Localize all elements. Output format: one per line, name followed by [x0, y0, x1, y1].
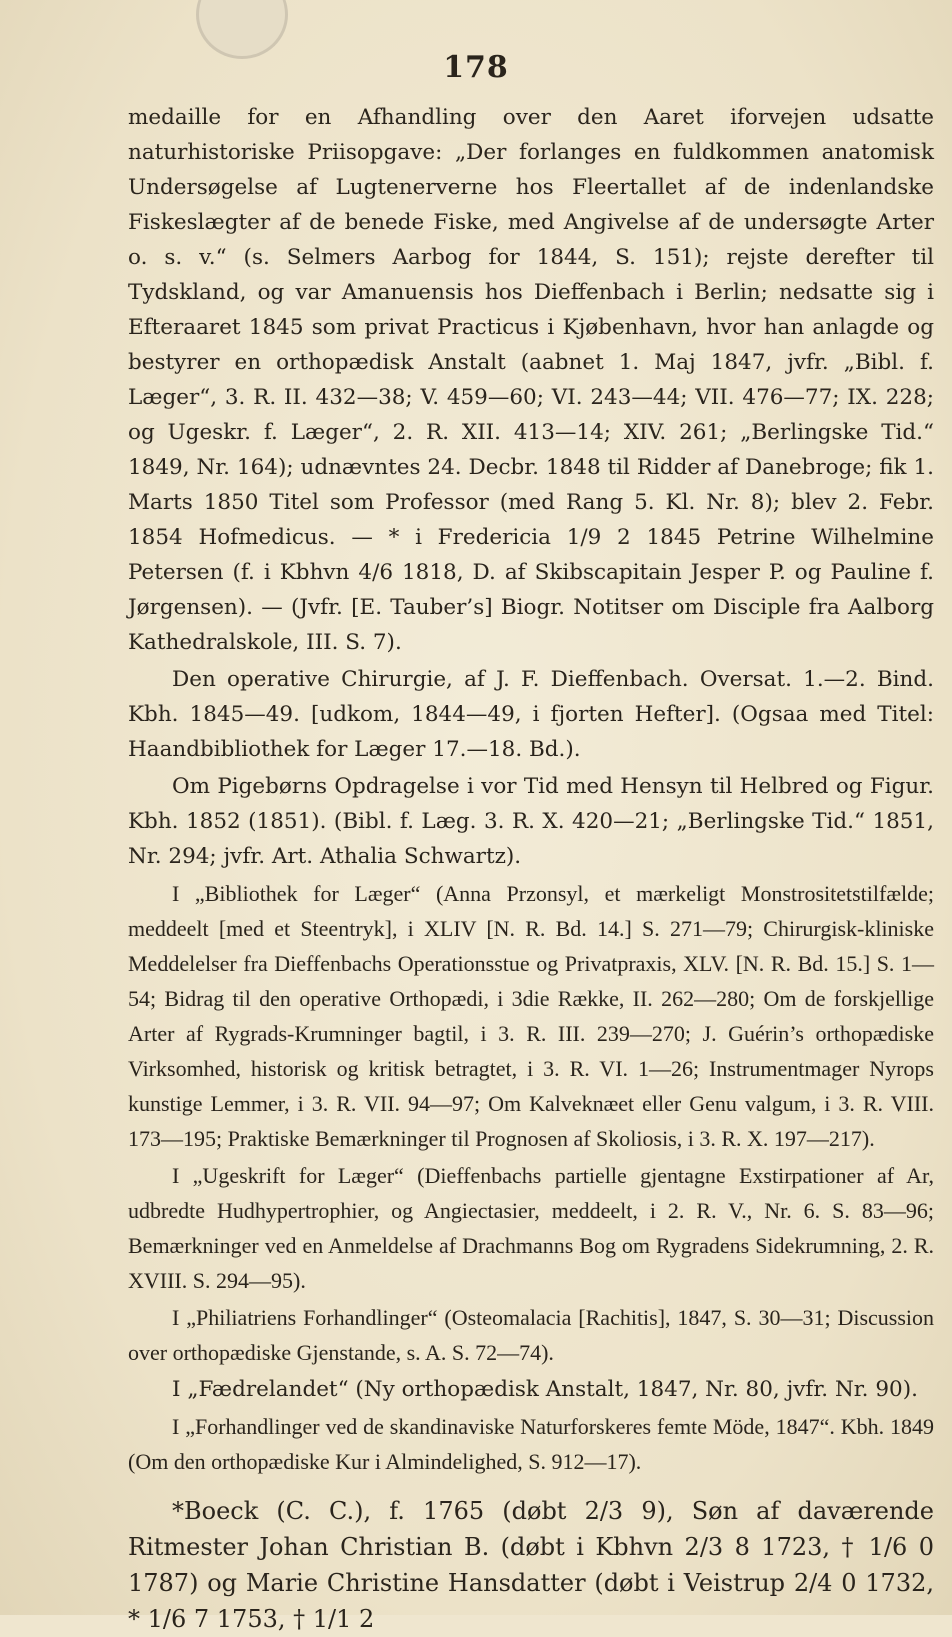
paragraph-work-dieffenbach: Den operative Chirurgie, af J. F. Dieffenbach. Oversat. 1.—2. Bind. Kbh. 1845—49. [udkom, 1844—49, i fjorten Hefter]. (Ogsaa med Titel: Haandbibliothek for Læger 17.—18. Bd.). [128, 667, 934, 762]
paragraph-faedrelandet: I „Fædrelandet“ (Ny orthopædisk Anstalt, 1847, Nr. 80, jvfr. Nr. 90). [172, 1377, 918, 1402]
paragraph-work-pigeborns: Om Pigebørns Opdragelse i vor Tid med Hensyn til Helbred og Figur. Kbh. 1852 (1851). (Bibl. f. Læg. 3. R. X. 420—21; „Berlingske Tid.“ 1851, Nr. 294; jvfr. Art. Athalia Schwartz). [128, 774, 934, 869]
paragraph-biography: medaille for en Afhandling over den Aaret iforvejen udsatte naturhistoriske Priisopgave: „Der forlanges en fuldkommen anatomisk Undersøgelse af Lugtenerverne hos Fleertallet af de indenlandske Fiskeslægter af de benede Fiske, med Angivelse af de undersøgte Arter o. s. v.“ (s. Selmers Aarbog for 1844, S. 151); rejste derefter til Tydskland, og var Amanuensis hos Dieffenbach i Berlin; nedsatte sig i Efteraaret 1845 som privat Practicus i Kjøbenhavn, hvor han anlagde og bestyrer en orthopædisk Anstalt (aabnet 1. Maj 1847, jvfr. „Bibl. f. Læger“, 3. R. II. 432—38; V. 459—60; VI. 243—44; VII. 476—77; IX. 228; og Ugeskr. f. Læger“, 2. R. XII. 413—14; XIV. 261; „Berlingske Tid.“ 1849, Nr. 164); udnævntes 24. Decbr. 1848 til Ridder af Danebroge; fik 1. Marts 1850 Titel som Professor (med Rang 5. Kl. Nr. 8); blev 2. Febr. 1854 Hofmedicus. — * i Fredericia 1/9 2 1845 Petrine Wilhelmine Petersen (f. i Kbhvn 4/6 1818, D. af Skibscapitain Jesper P. og Pauline f. Jørgensen). — (Jvfr. [E. Tauber’s] Biogr. Notitser om Disciple fra Aalborg Kathedralskole, III. S. 7). [128, 105, 934, 655]
paragraph-philiatriens: I „Philiatriens Forhandlinger“ (Osteomalacia [Rachitis], 1847, S. 30—31; Discussion over orthopædiske Gjenstande, s. A. S. 72—74). [128, 1305, 934, 1365]
entry-boeck: *Boeck (C. C.), f. 1765 (døbt 2/3 9), Søn af daværende Ritmester Johan Christian B. (døbt i Kbhvn 2/3 8 1723, † 1/6 0 1787) og Marie Christine Hansdatter (døbt i Veistrup 2/4 0 1732, * 1/6 7 1753, † 1/1 2 [128, 1497, 934, 1633]
paragraph-bibliothek: I „Bibliothek for Læger“ (Anna Przonsyl, et mærkeligt Monstrositetstilfælde; meddeelt [med et Steentryk], i XLIV [N. R. Bd. 14.] S. 271—79; Chirurgisk-kliniske Meddelelser fra Dieffenbachs Operationsstue og Privatpraxis, XLV. [N. R. Bd. 15.] S. 1—54; Bidrag til den operative Orthopædi, i 3die Række, II. 262—280; Om de forskjellige Arter af Rygrads-Krumninger bagtil, i 3. R. III. 239—270; J. Guérin’s orthopædiske Virksomhed, historisk og kritisk betragtet, i 3. R. VI. 1—26; Instrumentmager Nyrops kunstige Lemmer, i 3. R. VII. 94—97; Om Kalveknæet eller Genu valgum, i 3. R. VIII. 173—195; Praktiske Bemærkninger til Prognosen af Skoliosis, i 3. R. X. 197—217). [128, 881, 934, 1151]
page-number: 178 [443, 50, 509, 85]
paragraph-ugeskrift: I „Ugeskrift for Læger“ (Dieffenbachs partielle gjentagne Exstirpationer af Ar, udbredte Hudhypertrophier, og Angiectasier, meddeelt, i 2. R. V., Nr. 6. S. 83—96; Bemærkninger ved en Anmeldelse af Drachmanns Bog om Rygradens Sidekrumning, 2. R. XVIII. S. 294—95). [128, 1163, 934, 1293]
paragraph-forhandlinger: I „Forhandlinger ved de skandinaviske Naturforskeres femte Möde, 1847“. Kbh. 1849 (Om den orthopædiske Kur i Almindelighed, S. 912—17). [128, 1414, 934, 1474]
text-column [128, 100, 934, 1637]
